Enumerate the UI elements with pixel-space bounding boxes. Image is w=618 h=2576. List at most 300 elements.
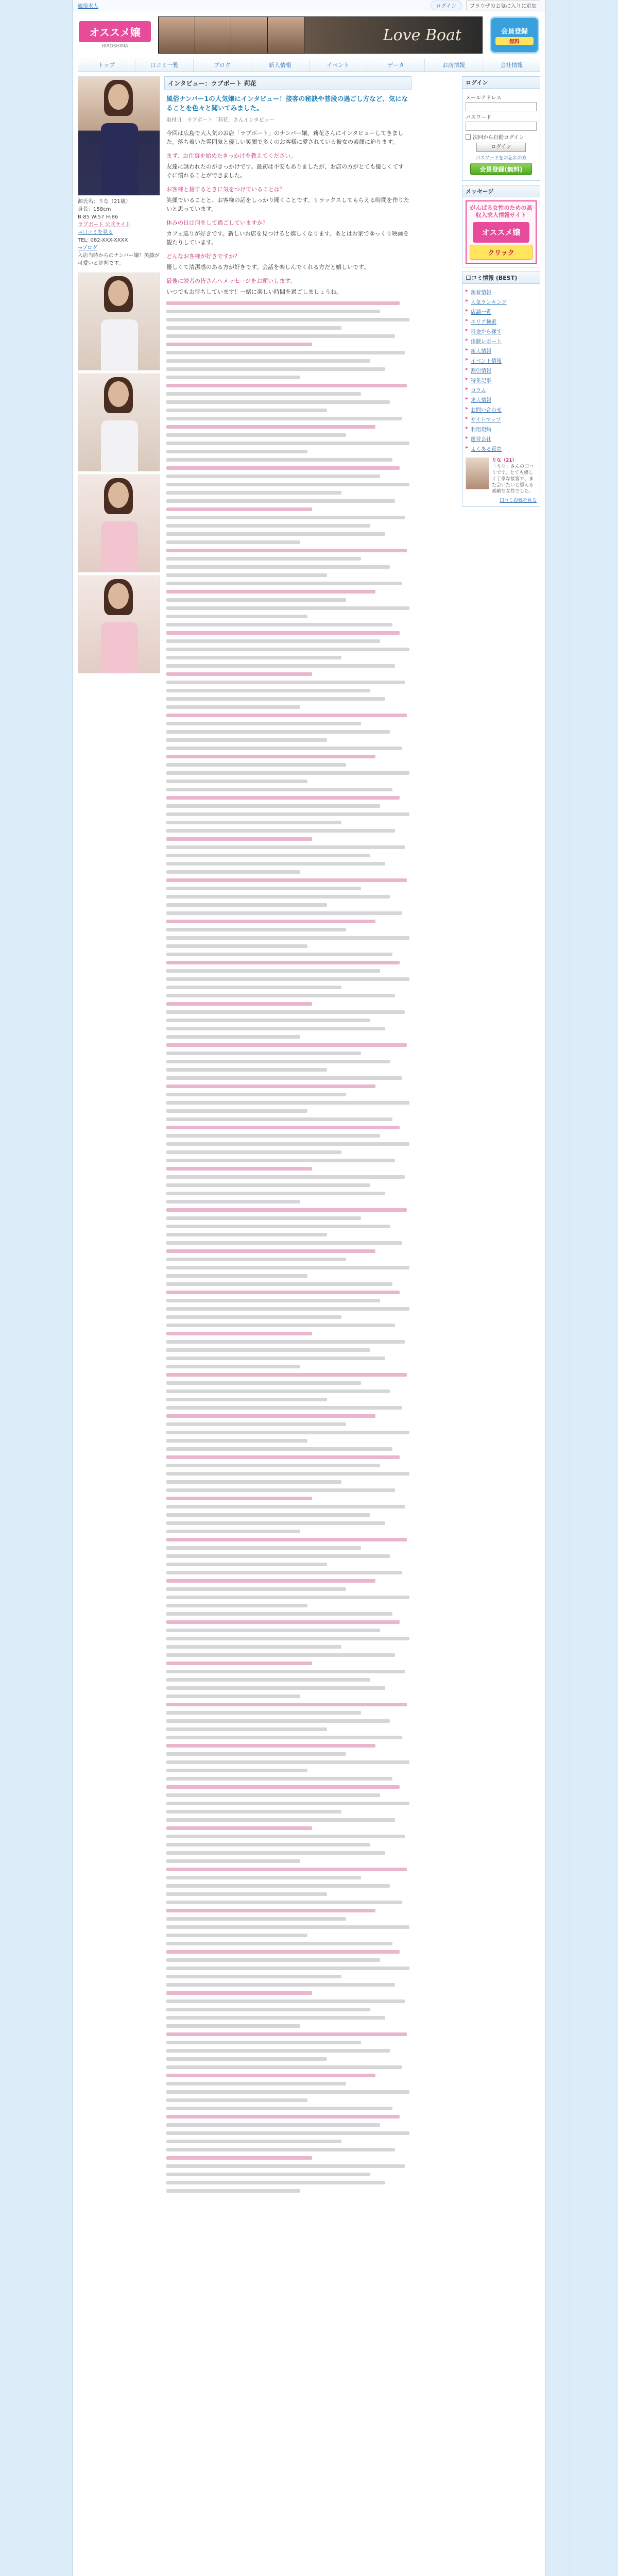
gallery-photo[interactable] — [78, 374, 160, 471]
category-link[interactable]: ▸ 人気ランキング — [466, 297, 537, 307]
text-line-placeholder — [166, 1521, 385, 1525]
text-line-placeholder — [166, 1818, 395, 1822]
promo-logo: オススメ嬢 — [473, 222, 529, 243]
text-line-placeholder — [166, 730, 390, 734]
page — [72, 0, 546, 2576]
text-line-placeholder — [166, 1901, 402, 1904]
text-line-placeholder — [166, 1142, 409, 1146]
photo-dress — [101, 622, 138, 673]
profile-blog-link[interactable]: →ブログ — [78, 245, 98, 251]
text-line-placeholder — [166, 1554, 390, 1558]
text-line-placeholder — [166, 1727, 327, 1731]
text-line-placeholder — [166, 334, 395, 338]
text-line-placeholder — [166, 1357, 385, 1360]
text-line-placeholder — [166, 1637, 409, 1640]
text-line-placeholder — [166, 1150, 341, 1154]
text-line-placeholder — [166, 1332, 312, 1335]
forgot-password-link[interactable]: パスワードをお忘れの方 — [475, 156, 527, 161]
text-line-placeholder — [166, 1307, 409, 1311]
text-line-placeholder — [166, 994, 395, 997]
text-line-placeholder — [166, 1233, 327, 1236]
gallery-photo[interactable] — [78, 575, 160, 673]
nav-item-new[interactable]: 新人情報 — [251, 59, 309, 72]
text-line-placeholder — [166, 474, 380, 478]
text-line-placeholder — [166, 1587, 346, 1591]
text-line-placeholder — [166, 1563, 327, 1566]
text-line-placeholder — [166, 648, 409, 651]
photo-face — [108, 381, 129, 407]
text-line-placeholder — [166, 1546, 361, 1550]
text-line-placeholder — [166, 1686, 385, 1690]
text-line-placeholder — [166, 1464, 380, 1467]
category-link[interactable]: ▸ コラム — [466, 385, 537, 395]
text-line-placeholder — [166, 804, 380, 808]
category-link[interactable]: ▸ 特集記事 — [466, 375, 537, 385]
text-line-placeholder — [166, 1513, 370, 1517]
password-field[interactable] — [466, 122, 537, 131]
text-line-placeholder — [166, 1975, 341, 1978]
banner-photo — [195, 17, 232, 53]
text-line-placeholder — [166, 895, 390, 899]
text-line-placeholder — [166, 1769, 307, 1772]
text-line-placeholder — [166, 763, 346, 767]
text-line-placeholder — [166, 573, 327, 577]
text-line-placeholder — [166, 1060, 390, 1063]
category-link[interactable]: ▸ 店舗一覧 — [466, 307, 537, 316]
text-line-placeholder — [166, 565, 390, 569]
password-label: パスワード — [466, 115, 491, 121]
text-line-placeholder — [166, 2189, 300, 2193]
top-left-link[interactable]: 風俗求人 — [78, 4, 98, 9]
email-label: メールアドレス — [466, 95, 502, 101]
text-line-placeholder — [166, 2090, 409, 2094]
more-reviews-link[interactable]: 口コミ投稿を見る — [499, 498, 537, 503]
category-link[interactable]: ▸ エリア検索 — [466, 316, 537, 326]
text-line-placeholder — [166, 425, 375, 429]
text-line-placeholder — [166, 1447, 392, 1451]
text-line-placeholder — [166, 1736, 402, 1739]
interview-question: 最後に読者の皆さんへメッセージをお願いします。 — [166, 278, 296, 284]
text-line-placeholder — [166, 854, 370, 857]
text-line-placeholder — [166, 1266, 409, 1269]
text-line-placeholder — [166, 1084, 375, 1088]
interview-question: お客様と接するときに気をつけていることは？ — [166, 186, 285, 193]
text-line-placeholder — [166, 664, 395, 668]
photo-face — [108, 84, 129, 110]
text-line-placeholder — [166, 1480, 341, 1484]
text-line-placeholder — [166, 1010, 405, 1014]
text-line-placeholder — [166, 2008, 370, 2011]
text-line-placeholder — [166, 351, 405, 354]
remember-label: 次回から自動ログイン — [473, 135, 524, 141]
text-line-placeholder — [166, 1019, 370, 1022]
text-line-placeholder — [166, 1843, 370, 1846]
text-line-placeholder — [166, 747, 402, 750]
text-line-placeholder — [166, 532, 385, 536]
text-line-placeholder — [166, 829, 395, 833]
message-box — [462, 185, 540, 267]
text-line-placeholder — [166, 755, 375, 758]
text-line-placeholder — [166, 2156, 312, 2160]
text-line-placeholder — [166, 1777, 392, 1781]
text-line-placeholder — [166, 1999, 405, 2003]
text-line-placeholder — [166, 1225, 390, 1228]
login-box — [462, 76, 540, 181]
text-line-placeholder — [166, 672, 312, 676]
interview-question: どんなお客様が好きですか？ — [166, 253, 240, 260]
text-line-placeholder — [166, 969, 380, 973]
text-line-placeholder — [166, 911, 402, 915]
text-line-placeholder — [166, 1719, 390, 1723]
text-line-placeholder — [166, 2016, 385, 2020]
text-line-placeholder — [166, 1629, 380, 1632]
sidebar — [462, 76, 540, 2197]
banner-photo — [231, 17, 268, 53]
text-line-placeholder — [166, 878, 407, 882]
category-link[interactable]: ▸ 新人情報 — [466, 346, 537, 355]
text-line-placeholder — [166, 483, 409, 486]
text-line-placeholder — [166, 1381, 361, 1385]
site-logo-mark: オススメ嬢 — [79, 21, 151, 42]
login-title: ログイン — [462, 77, 540, 89]
add-favorite-button[interactable]: ブラウザのお気に入りに追加 — [466, 1, 540, 10]
text-line-placeholder — [166, 1835, 405, 1838]
photo-dress — [101, 123, 138, 195]
text-line-placeholder — [166, 549, 407, 552]
text-line-placeholder — [166, 1117, 392, 1121]
text-line-placeholder — [166, 524, 370, 528]
text-line-placeholder — [166, 2173, 370, 2176]
text-line-placeholder — [166, 2115, 400, 2119]
text-line-placeholder — [166, 1934, 307, 1937]
text-line-placeholder — [166, 1365, 300, 1368]
text-line-placeholder — [166, 2024, 300, 2028]
nav-item-company[interactable]: 会社情報 — [500, 62, 523, 69]
interview-lead: 風俗ナンバー1の人気嬢にインタビュー！接客の秘訣や普段の過ごし方など、気になることを色々と聞いてみました。 — [166, 95, 408, 112]
category-link[interactable]: ▸ イベント情報 — [466, 355, 537, 365]
site-logo[interactable] — [79, 19, 151, 52]
text-line-placeholder — [166, 2049, 390, 2053]
banner-photos — [159, 17, 304, 53]
text-line-placeholder — [166, 2164, 405, 2168]
register-badge-free: 無料 — [495, 37, 534, 45]
category-link[interactable]: ▸ 料金から探す — [466, 326, 537, 336]
text-line-placeholder — [166, 1389, 390, 1393]
profile-column — [78, 76, 160, 2197]
side-review-thumb — [466, 457, 489, 489]
text-line-placeholder — [166, 1942, 392, 1945]
gallery — [78, 273, 160, 673]
text-line-placeholder — [166, 697, 385, 701]
category-link[interactable]: ▸ よくある質問 — [466, 444, 537, 453]
interview-continued-text — [166, 301, 409, 2193]
category-link[interactable]: ▸ お問い合わせ — [466, 404, 537, 414]
text-line-placeholder — [166, 1167, 312, 1171]
banner-brand: Love Boat — [383, 26, 461, 44]
text-line-placeholder — [166, 1645, 341, 1649]
top-utility-bar — [73, 0, 545, 11]
side-review-card[interactable] — [466, 457, 537, 495]
text-line-placeholder — [166, 1950, 400, 1954]
text-line-placeholder — [166, 944, 307, 948]
text-line-placeholder — [166, 1711, 361, 1715]
text-line-placeholder — [166, 2057, 327, 2061]
text-line-placeholder — [166, 1760, 409, 1764]
text-line-placeholder — [166, 1373, 407, 1377]
text-line-placeholder — [166, 953, 392, 956]
text-line-placeholder — [166, 1826, 312, 1830]
text-line-placeholder — [166, 1258, 346, 1261]
text-line-placeholder — [166, 2148, 395, 2151]
text-line-placeholder — [166, 845, 405, 849]
text-line-placeholder — [166, 837, 312, 841]
text-line-placeholder — [166, 1274, 307, 1278]
text-line-placeholder — [166, 796, 400, 800]
text-line-placeholder — [166, 2140, 341, 2143]
text-line-placeholder — [166, 367, 385, 371]
text-line-placeholder — [166, 384, 407, 387]
checkbox-icon — [466, 134, 471, 140]
text-line-placeholder — [166, 1892, 327, 1896]
profile-photo[interactable] — [78, 76, 160, 196]
category-link[interactable]: ▸ サイトマップ — [466, 414, 537, 424]
text-line-placeholder — [166, 1439, 307, 1443]
profile-info — [78, 198, 160, 267]
text-line-placeholder — [166, 1596, 409, 1599]
text-line-placeholder — [166, 1653, 395, 1657]
text-line-placeholder — [166, 1802, 409, 1805]
profile-sizes: B:85 W:57 H:86 — [78, 214, 118, 220]
profile-note: 入店当時からのナンバー嬢！笑顔が可愛いと評判です。 — [78, 253, 160, 266]
text-line-placeholder — [166, 1175, 405, 1179]
text-line-placeholder — [166, 1406, 402, 1410]
text-line-placeholder — [166, 491, 341, 495]
text-line-placeholder — [166, 1398, 327, 1401]
text-line-placeholder — [166, 870, 300, 874]
text-line-placeholder — [166, 318, 409, 321]
text-line-placeholder — [166, 1315, 341, 1319]
text-line-placeholder — [166, 1340, 405, 1344]
text-line-placeholder — [166, 1876, 361, 1879]
text-line-placeholder — [166, 1983, 395, 1987]
text-line-placeholder — [166, 1538, 407, 1541]
job-promo-banner[interactable] — [466, 200, 537, 264]
text-line-placeholder — [166, 310, 380, 313]
text-line-placeholder — [166, 1505, 405, 1509]
text-line-placeholder — [166, 1793, 380, 1797]
text-line-placeholder — [166, 681, 405, 684]
text-line-placeholder — [166, 936, 409, 940]
text-line-placeholder — [166, 1859, 300, 1863]
text-line-placeholder — [166, 1422, 346, 1426]
text-line-placeholder — [166, 788, 392, 791]
text-line-placeholder — [166, 631, 400, 635]
text-line-placeholder — [166, 582, 402, 585]
text-line-placeholder — [166, 1694, 300, 1698]
category-link[interactable]: ▸ 割引情報 — [466, 365, 537, 375]
interview-column — [164, 76, 411, 2197]
gallery-photo[interactable] — [78, 273, 160, 370]
text-line-placeholder — [166, 705, 300, 709]
text-line-placeholder — [166, 1200, 300, 1204]
interview-article — [164, 90, 411, 2197]
promo-cta: クリック — [470, 245, 533, 260]
ranking-box — [462, 272, 540, 507]
text-line-placeholder — [166, 2065, 402, 2069]
interview-answer: 友達に誘われたのがきっかけです。最初は不安もありましたが、お店の方がとても優しくてすぐに慣れることができました。 — [166, 163, 404, 179]
profile-height: 身長：158cm — [78, 207, 111, 212]
top-login-pill[interactable]: ログイン — [431, 1, 462, 10]
text-line-placeholder — [166, 1703, 407, 1706]
interview-question: 休みの日は何をして過ごしていますか？ — [166, 219, 268, 226]
text-line-placeholder — [166, 301, 400, 305]
text-line-placeholder — [166, 1002, 312, 1006]
header-banner[interactable] — [158, 16, 483, 54]
text-line-placeholder — [166, 540, 300, 544]
text-line-placeholder — [166, 376, 300, 379]
text-line-placeholder — [166, 1159, 395, 1162]
photo-dress — [101, 420, 138, 471]
text-line-placeholder — [166, 722, 361, 725]
text-line-placeholder — [166, 359, 370, 363]
category-link[interactable]: ▸ 運営会社 — [466, 434, 537, 444]
photo-dress — [101, 521, 138, 572]
text-line-placeholder — [166, 1035, 300, 1039]
text-line-placeholder — [166, 343, 312, 346]
text-line-placeholder — [166, 1043, 407, 1047]
text-line-placeholder — [166, 1472, 409, 1476]
nav-item-event[interactable]: イベント — [310, 59, 367, 72]
photo-face — [108, 280, 129, 306]
text-line-placeholder — [166, 771, 409, 775]
text-line-placeholder — [166, 326, 341, 330]
text-line-placeholder — [166, 689, 370, 692]
nav-item-reviews[interactable]: 口コミ一覧 — [135, 59, 193, 72]
category-list — [466, 287, 537, 453]
text-line-placeholder — [166, 1851, 385, 1855]
text-line-placeholder — [166, 1925, 409, 1929]
category-link[interactable]: ▸ 新着情報 — [466, 287, 537, 297]
text-line-placeholder — [166, 516, 405, 519]
text-line-placeholder — [166, 920, 375, 923]
profile-review-link[interactable]: →口コミを見る — [78, 230, 113, 235]
text-line-placeholder — [166, 1052, 361, 1055]
text-line-placeholder — [166, 1068, 327, 1072]
text-line-placeholder — [166, 1027, 385, 1030]
text-line-placeholder — [166, 1744, 375, 1748]
side-review-text: 「りな」さんの口コミです。とても優しく丁寧な接客で、また会いたいと思える素敵な女性でした。 — [492, 464, 534, 494]
text-line-placeholder — [166, 1785, 400, 1789]
text-line-placeholder — [166, 2107, 392, 2110]
text-line-placeholder — [166, 2098, 307, 2102]
interview-title: インタビュー：ラブボート 莉花 — [164, 76, 411, 90]
text-line-placeholder — [166, 442, 409, 445]
text-line-placeholder — [166, 598, 346, 602]
text-line-placeholder — [166, 1967, 409, 1970]
text-line-placeholder — [166, 590, 375, 594]
text-line-placeholder — [166, 1076, 402, 1080]
text-line-placeholder — [166, 977, 409, 981]
text-line-placeholder — [166, 1183, 370, 1187]
text-line-placeholder — [166, 656, 341, 659]
register-button[interactable]: 会員登録(無料) — [470, 163, 532, 175]
email-field[interactable] — [466, 102, 537, 111]
interview-answer: 優しくて清潔感のある方が好きです。会話を楽しんでくれる方だと嬉しいです。 — [166, 264, 370, 270]
text-line-placeholder — [166, 1662, 312, 1665]
text-line-placeholder — [166, 1291, 400, 1294]
banner-photo — [268, 17, 304, 53]
nav-item-data[interactable]: データ — [367, 59, 425, 72]
text-line-placeholder — [166, 1109, 307, 1113]
text-line-placeholder — [166, 1530, 300, 1533]
interview-meta: 取材日：ラブボート「莉花」さんインタビュー — [166, 117, 274, 123]
text-line-placeholder — [166, 507, 312, 511]
remember-checkbox[interactable] — [466, 133, 537, 141]
nav-item-blog[interactable]: ブログ — [194, 59, 251, 72]
login-button[interactable]: ログイン — [476, 143, 526, 152]
interview-answer: 笑顔でいることと、お客様の話をしっかり聞くことです。リラックスしてもらえる時間を作りたいと思っています。 — [166, 197, 409, 212]
text-line-placeholder — [166, 1579, 375, 1583]
text-line-placeholder — [166, 1324, 395, 1327]
text-line-placeholder — [166, 779, 307, 783]
text-line-placeholder — [166, 1620, 400, 1624]
gallery-photo[interactable] — [78, 474, 160, 572]
text-line-placeholder — [166, 903, 327, 907]
profile-tel: TEL: 082-XXX-XXXX — [78, 238, 128, 243]
text-line-placeholder — [166, 1604, 307, 1607]
text-line-placeholder — [166, 606, 409, 610]
interview-intro: 今回は広島で大人気のお店「ラブボート」のナンバー嬢、莉花さんにインタビューしてきました。落ち着いた雰囲気と優しい笑顔で多くのお客様に愛されている彼女の素顔に迫ります。 — [166, 130, 404, 145]
text-line-placeholder — [166, 1810, 341, 1814]
interview-question: まず、お仕事を始めたきっかけを教えてください。 — [166, 152, 297, 159]
register-badge[interactable] — [490, 16, 539, 54]
nav-item-shop[interactable]: お店情報 — [425, 59, 483, 72]
category-link[interactable]: ▸ 求人情報 — [466, 395, 537, 404]
text-line-placeholder — [166, 1670, 405, 1673]
text-line-placeholder — [166, 392, 361, 396]
side-review-name: りな（21） — [492, 458, 517, 463]
text-line-placeholder — [166, 466, 400, 470]
text-line-placeholder — [166, 1497, 312, 1500]
text-line-placeholder — [166, 986, 341, 989]
text-line-placeholder — [166, 417, 402, 420]
text-line-placeholder — [166, 1126, 400, 1129]
text-line-placeholder — [166, 1093, 346, 1096]
text-line-placeholder — [166, 2032, 407, 2036]
text-line-placeholder — [166, 615, 307, 618]
photo-face — [108, 482, 129, 508]
category-link[interactable]: ▸ 利用規約 — [466, 424, 537, 434]
text-line-placeholder — [166, 1192, 385, 1195]
text-line-placeholder — [166, 1249, 375, 1253]
text-line-placeholder — [166, 714, 407, 717]
text-line-placeholder — [166, 1414, 375, 1418]
content-area — [73, 72, 545, 2201]
main-nav — [78, 59, 540, 72]
text-line-placeholder — [166, 409, 327, 412]
text-line-placeholder — [166, 1241, 402, 1245]
nav-item-top[interactable]: トップ — [78, 59, 135, 72]
text-line-placeholder — [166, 623, 392, 626]
banner-photo — [159, 17, 195, 53]
text-line-placeholder — [166, 1991, 312, 1995]
category-link[interactable]: ▸ 体験レポート — [466, 336, 537, 346]
text-line-placeholder — [166, 639, 380, 643]
profile-shop-link[interactable]: ラブボート 公式サイト — [78, 222, 131, 228]
interview-answer: いつでもお待ちしています！一緒に楽しい時間を過ごしましょうね。 — [166, 289, 342, 295]
text-line-placeholder — [166, 2131, 409, 2135]
text-line-placeholder — [166, 557, 361, 561]
